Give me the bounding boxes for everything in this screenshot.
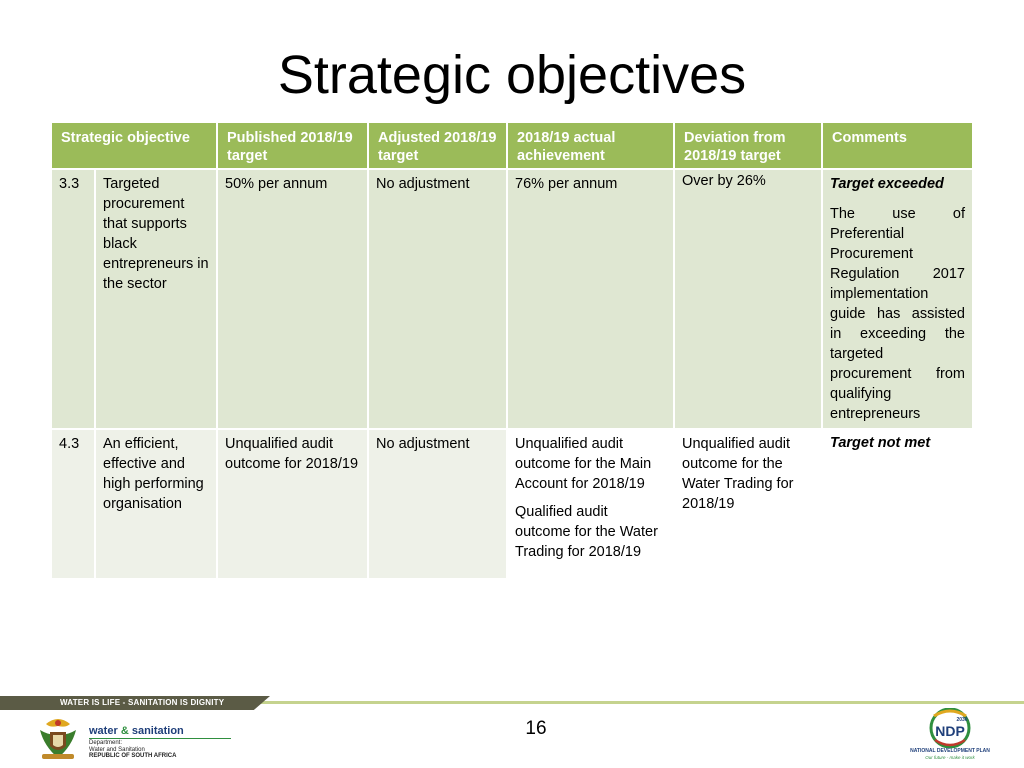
dept-name-part2: sanitation (131, 725, 184, 737)
header-actual-achievement: 2018/19 actual achievement (507, 123, 674, 169)
header-published-target: Published 2018/19 target (217, 123, 368, 169)
actual-achievement-text: Unqualified audit outcome for the Main Account for 2018/19 (515, 436, 652, 492)
ndp-tagline: Our future - make it work (925, 755, 975, 760)
ndp-logo-icon (908, 708, 992, 750)
header-adjusted-target: Adjusted 2018/19 target (368, 123, 507, 169)
comments (822, 169, 973, 429)
adjusted-target: No adjustment (368, 169, 507, 429)
objective-text: Targeted procurement that supports black entrepreneurs in the sector (95, 169, 217, 429)
comment-body: The use of Preferential Procurement Regulation 2017 implementation guide has assisted in exceeding the targeted procurement from qualifying entrepreneurs (830, 206, 965, 422)
comments (822, 429, 973, 579)
dept-name-part1: water (89, 725, 118, 737)
actual-achievement (507, 429, 674, 579)
dept-name (89, 725, 184, 737)
ndp-logo (908, 708, 992, 764)
header-deviation: Deviation from 2018/19 target (674, 123, 822, 169)
coat-of-arms-icon (36, 716, 80, 762)
ndp-letters: NDP (935, 723, 965, 739)
deviation: Over by 26% (674, 169, 822, 429)
objective-number: 4.3 (52, 429, 95, 579)
actual-achievement (507, 169, 674, 429)
dept-divider (89, 738, 231, 739)
adjusted-target: No adjustment (368, 429, 507, 579)
actual-achievement-text-2: Qualified audit outcome for the Water Trading for 2018/19 (515, 504, 658, 560)
footer-band (0, 696, 1024, 710)
table-row (52, 429, 973, 579)
actual-achievement-text: 76% per annum (515, 176, 618, 192)
comment-title: Target not met (830, 435, 931, 451)
objectives-table (52, 123, 974, 580)
page-title: Strategic objectives (277, 45, 747, 105)
header-strategic-objective: Strategic objective (52, 123, 217, 169)
department-logo (36, 716, 236, 762)
objective-number: 3.3 (52, 169, 95, 429)
comment-title: Target exceeded (830, 176, 944, 192)
page-number: 16 (525, 718, 547, 739)
dept-line-3: REPUBLIC OF SOUTH AFRICA (89, 753, 177, 759)
published-target: 50% per annum (217, 169, 368, 429)
dept-subtitle (89, 740, 176, 760)
footer-slogan: WATER IS LIFE - SANITATION IS DIGNITY (60, 698, 225, 707)
table-row (52, 169, 973, 429)
objective-text: An efficient, effective and high performing organisation (95, 429, 217, 579)
published-target: Unqualified audit outcome for 2018/19 (217, 429, 368, 579)
ndp-year: 2030 (956, 717, 968, 723)
deviation: Unqualified audit outcome for the Water Trading for 2018/19 (674, 429, 822, 579)
dept-line-2: Water and Sanitation (89, 746, 145, 753)
header-comments: Comments (822, 123, 973, 169)
dept-name-amp: & (120, 725, 129, 737)
table-header-row (52, 123, 973, 169)
dept-line-1: Department: (89, 740, 123, 746)
ndp-title: NATIONAL DEVELOPMENT PLAN (910, 748, 990, 754)
